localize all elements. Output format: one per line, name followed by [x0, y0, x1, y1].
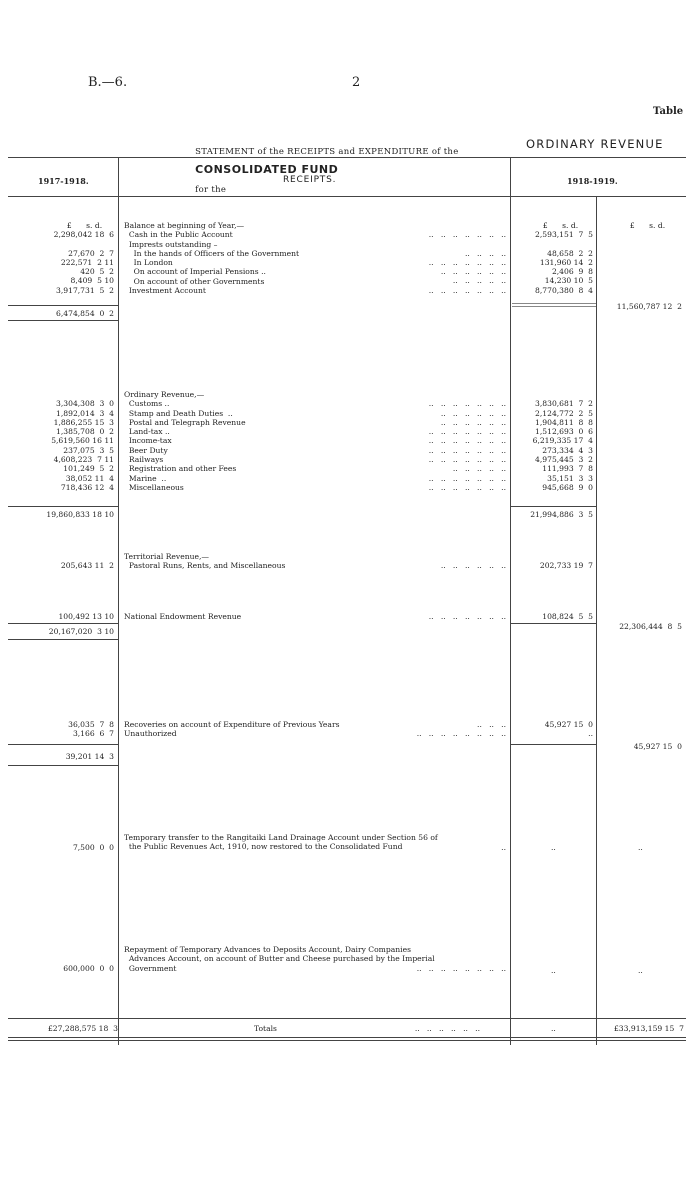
repayment-left-value: 600,000 0 0 [63, 964, 114, 973]
endowment-dots: .. .. .. .. .. .. .. [428, 612, 506, 621]
title-prefix: STATEMENT of the RECEIPTS and EXPENDITURE of the [195, 147, 459, 157]
header-rule [8, 196, 686, 197]
territorial-labels: Territorial Revenue,— Pastoral Runs, Rents, and Miscellaneous [124, 552, 286, 571]
balance-left-total: 6,474,854 0 2 [56, 309, 114, 318]
fund-name: CONSOLIDATED FUND [195, 163, 339, 176]
endowment-right-total: 22,306,444 8 5 [619, 622, 682, 631]
totals-rule-bottom [8, 1037, 686, 1038]
page-reference: B.—6. [88, 75, 128, 90]
balance-right-total: 11,560,787 12 2 [616, 302, 682, 311]
balance-rule-right2 [512, 306, 596, 307]
ordinary-left-total: 19,860,833 18 10 [46, 510, 114, 519]
ordinary-rule-left [8, 506, 118, 507]
recoveries-left-values: 36,035 7 8 3,166 6 7 [68, 720, 114, 739]
transfer-left-value: 7,500 0 0 [72, 843, 114, 852]
endowment-left-value: 100,492 13 10 [58, 612, 114, 621]
totals-right2-value: £33,913,159 15 7 [613, 1024, 684, 1033]
ordinary-right-values: 3,830,681 7 2 2,124,772 2 5 1,904,811 8 8 1,512,693 0 6 6,219,335 17 4 273,334 4 3 4,975,445 3 2 111,993 7 8 35,151 3 3 945,668 9 0 [532, 399, 593, 492]
balance-dots: .. .. .. .. .. .. .. .. .. .. .. .. .. .. .. .. .. .. .. .. .. .. .. .. .. .. .. .. .. .. .. .. .. .. .. .. [428, 230, 506, 295]
balance-labels: Balance at beginning of Year,— Cash in the Public Account Imprests outstanding – In the hands of Officers of the Government In London On account of Imperial Pensions .. On account of other Governments Investment Account [124, 221, 300, 296]
col-divider-mid [510, 157, 511, 1045]
endowment-rule-left [8, 623, 118, 624]
left-currency-header: £ s. d. [66, 221, 103, 231]
ordinary-left-values: 3,304,308 3 0 1,892,014 3 4 1,886,255 15 3 1,385,708 0 2 5,619,560 16 11 237,075 3 5 4,608,223 7 11 101,249 5 2 38,052 11 4 718,436 12 4 [51, 399, 114, 492]
balance-right-values: 2,593,151 7 5 48,658 2 2 131,960 14 2 2,406 9 8 14,230 10 5 8,770,380 8 4 [535, 230, 593, 295]
ordinary-dots: .. .. .. .. .. .. .. .. .. .. .. .. .. .. .. .. .. .. .. .. .. .. .. .. .. .. .. .. .. .. .. .. .. .. .. .. .. .. .. .. .. .. .. .. .. .. .. .. .. .. .. .. .. .. .. .. .. .. .. .. .. .. .. .. .. .. [428, 399, 506, 492]
balance-left-values: 2,298,042 18 6 27,670 2 7 222,571 2 11 420 5 2 8,409 5 10 3,917,731 5 2 [53, 230, 114, 295]
col-divider-left [118, 157, 119, 1045]
endowment-total-rule [8, 639, 118, 640]
repayment-labels: Repayment of Temporary Advances to Deposits Account, Dairy Companies Advances Account, on account of Butter and Cheese purchased by the Imperial Government [124, 945, 435, 973]
repayment-right-value: .. [551, 966, 556, 975]
subtitle: ORDINARY REVENUE [526, 137, 664, 151]
totals-dots: .. .. .. .. .. .. [414, 1024, 480, 1033]
territorial-dots: .. .. .. .. .. .. [440, 561, 506, 571]
repayment-dots: .. .. .. .. .. .. .. .. [416, 964, 506, 973]
balance-rule-left [8, 305, 118, 306]
territorial-left-values: 205,643 11 2 [60, 561, 114, 571]
recoveries-right-total: 45,927 15 0 [633, 742, 682, 751]
title-suffix: for the [195, 185, 227, 195]
recoveries-left-total: 39,201 14 3 [65, 752, 114, 761]
recoveries-dots: .. .. .. .. .. .. .. .. .. .. .. [416, 720, 506, 739]
receipts-header: RECEIPTS. [283, 175, 337, 185]
endowment-right-value: 108,824 5 5 [542, 612, 593, 621]
right-currency-header: £ s. d. [629, 221, 666, 231]
transfer-right-value: .. [551, 843, 556, 852]
left-year-header: 1917-1918. [38, 176, 89, 186]
recoveries-right-values: 45,927 15 0 .. [544, 720, 593, 739]
ordinary-right-total: 21,994,886 3 5 [530, 510, 593, 519]
endowment-rule-right [510, 623, 596, 624]
transfer-dots: .. [501, 843, 506, 852]
endowment-left-total: 20,167,020 3 10 [48, 627, 114, 636]
repayment-right2-value: .. [638, 966, 643, 975]
totals-label: Totals [254, 1024, 277, 1033]
right-year-header: 1918-1919. [567, 176, 618, 186]
ordinary-rule-right [510, 506, 596, 507]
totals-right-value: .. [551, 1024, 556, 1033]
transfer-labels: Temporary transfer to the Rangitaiki Land Drainage Account under Section 56 of the Public Revenues Act, 1910, now restored to the Consolidated Fund [124, 833, 438, 852]
page-number: 2 [352, 75, 361, 90]
recoveries-total-rule [8, 765, 118, 766]
transfer-right2-value: .. [638, 843, 643, 852]
mid-currency-header: £ s. d. [542, 221, 579, 231]
table-top-rule [8, 157, 686, 158]
balance-rule-right [512, 303, 596, 304]
totals-rule-top [8, 1018, 686, 1019]
table-word: Table [653, 106, 684, 117]
col-divider-right [596, 196, 597, 1045]
ordinary-labels: Ordinary Revenue,— Customs .. Stamp and Death Duties .. Postal and Telegraph Revenue Land-tax .. Income-tax Beer Duty Railways Registration and other Fees Marine .. Miscellaneous [124, 390, 246, 492]
endowment-label: National Endowment Revenue [124, 612, 242, 621]
balance-total-rule [8, 320, 118, 321]
recoveries-rule-right [510, 744, 596, 745]
territorial-right-values: 202,733 19 7 [539, 561, 593, 571]
totals-rule-bottom2 [8, 1040, 686, 1041]
recoveries-labels: Recoveries on account of Expenditure of Previous Years Unauthorized [124, 720, 340, 739]
totals-left-value: £27,288,575 18 3 [47, 1024, 118, 1033]
recoveries-rule-left [8, 744, 118, 745]
